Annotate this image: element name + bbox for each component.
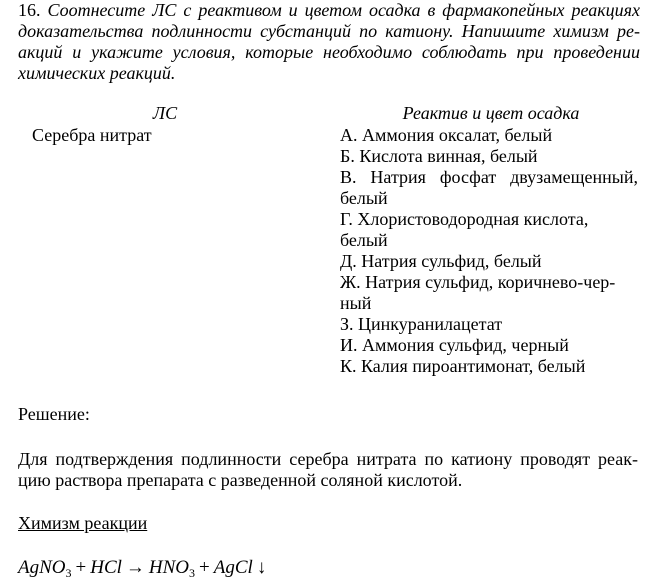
- reactant-hcl: HCl: [90, 557, 122, 578]
- plus-sign-1: +: [75, 557, 87, 578]
- plus-sign-2: +: [199, 557, 210, 578]
- solution-label: Решение:: [18, 404, 90, 424]
- option-z: [340, 314, 638, 335]
- question-block: [18, 0, 640, 84]
- option-v-text-1: В. Натрия фосфат двузамещенный,: [340, 167, 638, 187]
- question-line-3: [18, 42, 640, 63]
- option-v-text-2: белый: [340, 188, 388, 208]
- question-text-1: Соотнесите ЛС с реактивом и цветом осадка в фармакопейных реакциях: [47, 0, 641, 20]
- table-header-drug: ЛС: [152, 103, 178, 123]
- question-text-2: доказательства подлинности субстанций по катиону. Напишите химизм ре-: [18, 21, 640, 41]
- product-hno3-subscript: 3: [189, 566, 196, 580]
- option-zh: [340, 272, 638, 314]
- reaction-arrow-icon: →: [125, 557, 145, 578]
- reaction-equation: [18, 557, 270, 578]
- option-zh-text-1: Ж. Натрия сульфид, коричнево-чер-: [340, 272, 616, 292]
- table-header-reagent: Реактив и цвет осадка: [402, 103, 580, 123]
- option-d: [340, 251, 638, 272]
- option-g-text-1: Г. Хлористоводородная кислота,: [340, 209, 589, 229]
- option-g: [340, 209, 638, 251]
- option-k: [340, 356, 638, 377]
- question-line-4: [18, 63, 640, 84]
- option-g-text-2: белый: [340, 230, 388, 250]
- option-i: [340, 335, 638, 356]
- product-hno3: [149, 557, 195, 578]
- option-d-text: Д. Натрия сульфид, белый: [340, 251, 542, 271]
- question-text-3: акций и укажите условия, которые необходимо соблюдать при проведении: [18, 42, 640, 62]
- option-k-text: К. Калия пироантимонат, белый: [340, 356, 586, 376]
- question-line-2: [18, 21, 640, 42]
- option-i-text: И. Аммония сульфид, черный: [340, 335, 569, 355]
- drug-name: Серебра нитрат: [32, 125, 152, 145]
- reagent-options-list: [340, 125, 638, 377]
- precipitate-arrow-icon: ↓: [256, 557, 267, 578]
- option-b: [340, 146, 638, 167]
- reactant-agno3-formula: AgNO: [18, 557, 66, 578]
- option-z-text: З. Цинкуранилацетат: [340, 314, 503, 334]
- option-v: [340, 167, 638, 209]
- solution-line-1: Для подтверждения подлинности серебра нитрата по катиону проводят реак-: [18, 449, 638, 469]
- option-zh-text-2: ный: [340, 293, 372, 313]
- reactant-agno3: [18, 557, 72, 578]
- solution-line-2: цию раствора препарата с разведенной соляной кислотой.: [18, 470, 463, 490]
- product-agcl: AgCl: [213, 557, 253, 578]
- option-a-text: А. Аммония оксалат, белый: [340, 125, 553, 145]
- chemistry-label: Химизм реакции: [18, 513, 148, 533]
- question-line-1: [18, 0, 640, 21]
- solution-text: [18, 449, 638, 491]
- option-a: [340, 125, 638, 146]
- question-number: 16.: [18, 0, 41, 20]
- reactant-agno3-subscript: 3: [65, 566, 72, 580]
- product-hno3-formula: HNO: [148, 557, 190, 578]
- question-text-4: химических реакций.: [18, 63, 176, 83]
- option-b-text: Б. Кислота винная, белый: [340, 146, 538, 166]
